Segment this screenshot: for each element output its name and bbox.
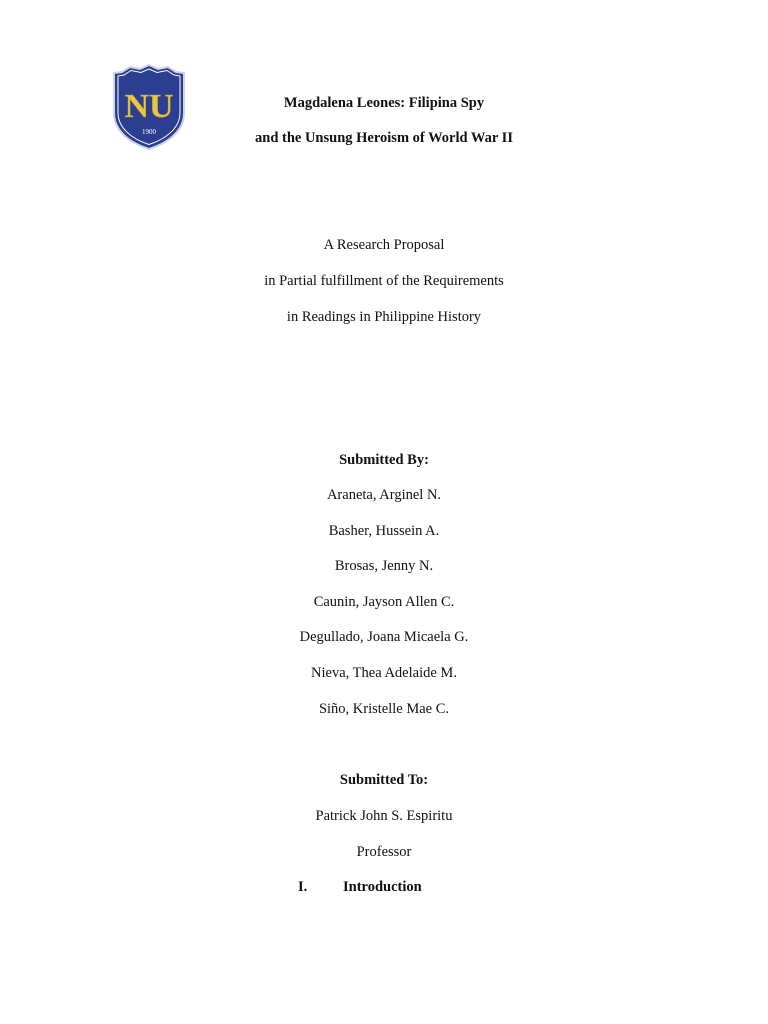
author-name: Nieva, Thea Adelaide M.: [311, 665, 457, 681]
author-name: Brosas, Jenny N.: [334, 558, 434, 574]
section-number: I.: [298, 879, 308, 895]
professor-name: Patrick John S. Espiritu: [315, 808, 453, 824]
proposal-line-1: A Research Proposal: [323, 237, 445, 253]
title-line-2: and the Unsung Heroism of World War II: [255, 130, 513, 146]
author-name: Basher, Hussein A.: [328, 523, 440, 539]
author-name: Siño, Kristelle Mae C.: [318, 701, 450, 717]
submitted-to-label: Submitted To:: [339, 772, 429, 788]
author-name: Caunin, Jayson Allen C.: [313, 594, 455, 610]
submitted-by-label: Submitted By:: [339, 452, 429, 468]
author-name: Degullado, Joana Micaela G.: [299, 629, 469, 645]
professor-role: Professor: [356, 844, 412, 860]
proposal-line-2: in Partial fulfillment of the Requirements: [264, 273, 504, 289]
proposal-line-3: in Readings in Philippine History: [286, 309, 482, 325]
logo-year: 1900: [142, 128, 156, 136]
section-title: Introduction: [343, 879, 422, 895]
section-heading-introduction: [298, 878, 422, 896]
author-name: Araneta, Arginel N.: [326, 487, 442, 503]
title-line-1: Magdalena Leones: Filipina Spy: [283, 95, 485, 111]
logo-monogram: NU: [124, 88, 174, 125]
